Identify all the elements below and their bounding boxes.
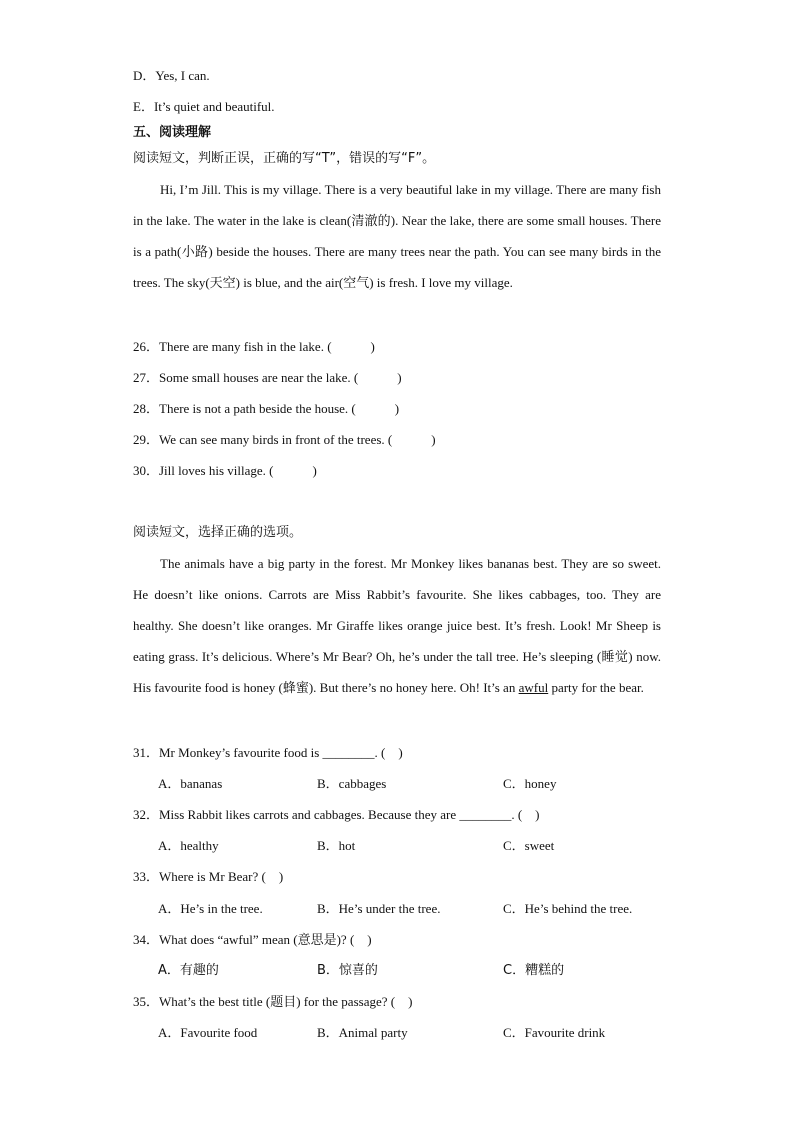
section-title: 五、阅读理解 <box>133 125 212 140</box>
question-31: 31．Mr Monkey’s favourite food is ________. ( ) <box>133 745 403 760</box>
question-34: 34．What does “awful” mean (意思是)? ( ) <box>133 932 372 947</box>
passage2-text <box>133 548 661 703</box>
question-32: 32．Miss Rabbit likes carrots and cabbages. Because they are ________. ( ) <box>133 807 540 822</box>
question-29: 29．We can see many birds in front of the trees. ( ) <box>133 432 436 447</box>
q34-option-a: A．有趣的 <box>158 963 219 978</box>
question-27: 27．Some small houses are near the lake. ( ) <box>133 370 402 385</box>
question-33: 33．Where is Mr Bear? ( ) <box>133 869 284 884</box>
q31-option-b: B．cabbages <box>317 776 387 791</box>
question-35: 35．What’s the best title (题目) for the passage? ( ) <box>133 994 413 1009</box>
underlined-word-awful: awful <box>518 680 549 695</box>
q32-option-c: C．sweet <box>503 838 555 853</box>
option-d: D．Yes, I can. <box>133 68 210 83</box>
q35-option-b: B．Animal party <box>317 1025 408 1040</box>
question-30: 30．Jill loves his village. ( ) <box>133 463 317 478</box>
question-28: 28．There is not a path beside the house. ( ) <box>133 401 400 416</box>
q32-option-b: B．hot <box>317 838 356 853</box>
q32-option-a: A．healthy <box>158 838 219 853</box>
q33-option-c: C．He’s behind the tree. <box>503 901 633 916</box>
passage2-body-end: party for the bear. <box>548 680 644 695</box>
passage2-body-start: The animals have a big party in the forest. Mr Monkey likes bananas best. They are so sweet. He doesn’t like onions. Carrots are Miss Rabbit’s favourite. She likes cabbages, too. They are healthy. She doesn’t like oranges. Mr Giraffe likes orange juice best. It’s fresh. Look! Mr Sheep is eating grass. It’s delicious. Where’s Mr Bear? Oh, he’s under the tall tree. He’s sleeping (睡觉) now. His favourite food is honey (蜂蜜). But there’s no honey here. Oh! It’s an <box>133 556 661 695</box>
passage2-instruction: 阅读短文，选择正确的选项。 <box>133 525 303 540</box>
q31-option-c: C．honey <box>503 776 557 791</box>
q33-option-b: B．He’s under the tree. <box>317 901 441 916</box>
passage1-text <box>133 174 661 298</box>
q34-option-c: C．糟糕的 <box>503 963 565 978</box>
passage1-body: Hi, I’m Jill. This is my village. There is a very beautiful lake in my village. There are many fish in the lake. The water in the lake is clean(清澈的). Near the lake, there are some small houses. There is a path(小路) beside the houses. There are many trees near the path. You can see many birds in the trees. The sky(天空) is blue, and the air(空气) is fresh. I love my village. <box>133 182 661 290</box>
passage1-instruction: 阅读短文，判断正误，正确的写“T”，错误的写“F”。 <box>133 151 436 166</box>
option-e: E．It’s quiet and beautiful. <box>133 99 275 114</box>
q33-option-a: A．He’s in the tree. <box>158 901 263 916</box>
q35-option-c: C．Favourite drink <box>503 1025 606 1040</box>
q34-option-b: B．惊喜的 <box>317 963 378 978</box>
question-26: 26．There are many fish in the lake. ( ) <box>133 339 375 354</box>
q31-option-a: A．bananas <box>158 776 223 791</box>
q35-option-a: A．Favourite food <box>158 1025 258 1040</box>
